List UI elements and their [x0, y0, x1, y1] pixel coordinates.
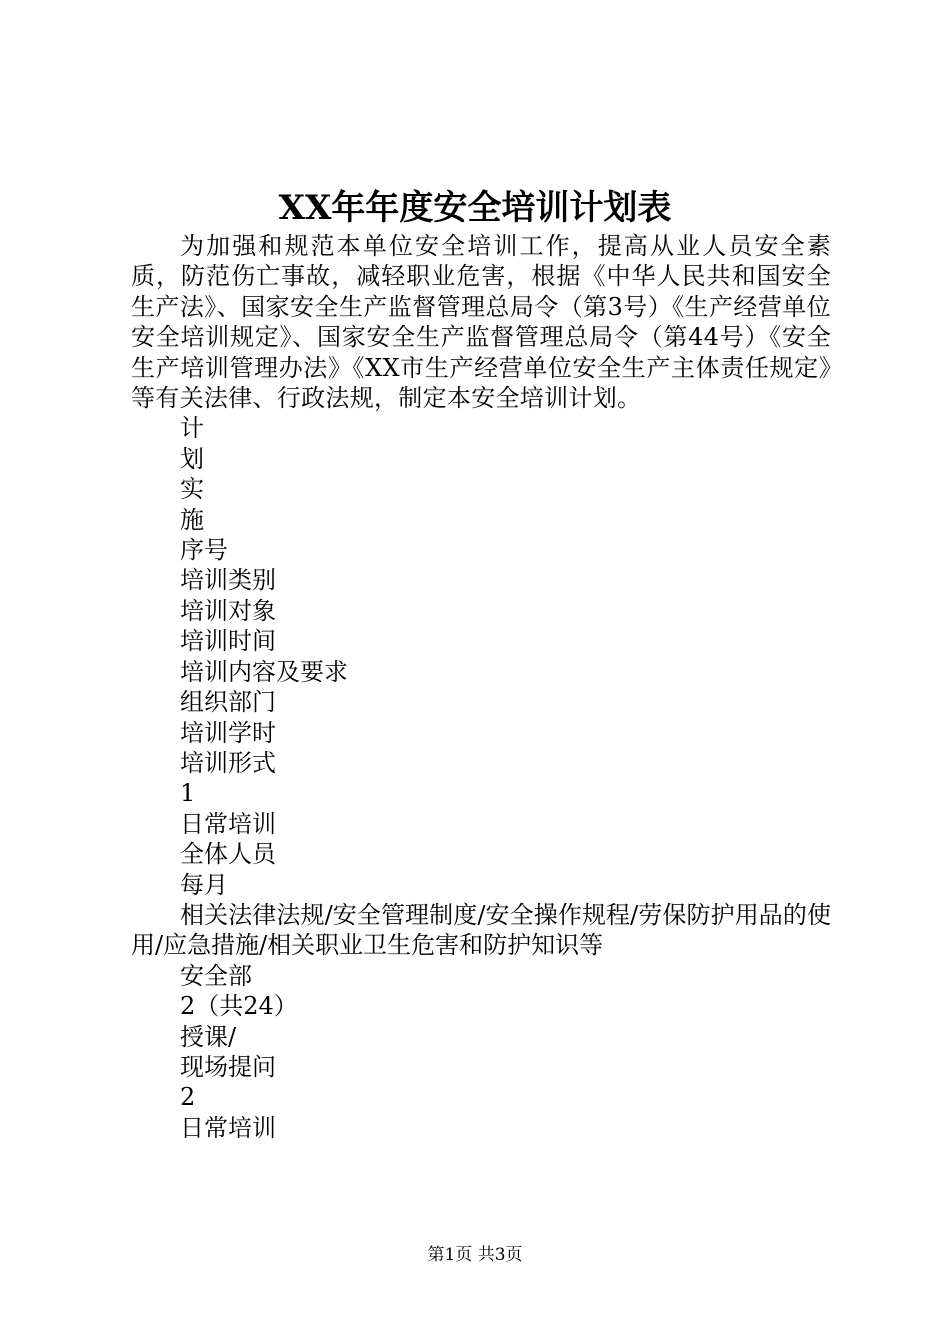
table-cell: 2（共24）: [180, 992, 298, 1021]
table-cell: 每月: [180, 870, 228, 899]
list-item: 施: [180, 505, 204, 534]
column-header-hours: 培训学时: [180, 718, 276, 747]
table-cell: 日常培训: [180, 1113, 276, 1142]
document-body: [131, 231, 831, 1143]
table-cell: 现场提问: [180, 1052, 276, 1081]
table-cell: 授课/: [180, 1022, 237, 1051]
column-header-audience: 培训对象: [180, 596, 276, 625]
column-header-category: 培训类别: [180, 566, 276, 595]
table-cell: 安全部: [180, 961, 252, 990]
list-item: 实: [180, 475, 204, 504]
table-cell: 2: [180, 1083, 196, 1112]
column-header-content: 培训内容及要求: [180, 657, 348, 686]
table-lines: [131, 413, 831, 1143]
column-header-department: 组织部门: [180, 688, 276, 717]
document-title: XX年年度安全培训计划表: [278, 188, 672, 228]
list-item: 计: [180, 414, 204, 443]
page-footer: 第1页 共3页: [427, 1245, 523, 1265]
list-item: 划: [180, 444, 204, 473]
intro-paragraph: 为加强和规范本单位安全培训工作，提高从业人员安全素质，防范伤亡事故，减轻职业危害，根据《中华人民共和国安全生产法》、国家安全生产监督管理总局令（第3号）《生产经营单位安全培训规定》、国家安全生产监督管理总局令（第44号）《安全生产培训管理办法》《XX市生产经营单位安全生产主体责任规定》等有关法律、行政法规，制定本安全培训计划。: [131, 232, 831, 413]
table-cell-content: 相关法律法规/安全管理制度/安全操作规程/劳保防护用品的使用/应急措施/相关职业卫生危害和防护知识等: [131, 900, 831, 960]
column-header-index: 序号: [180, 536, 228, 565]
table-cell: 全体人员: [180, 840, 276, 869]
table-cell: 日常培训: [180, 809, 276, 838]
column-header-time: 培训时间: [180, 627, 276, 656]
column-header-format: 培训形式: [180, 748, 276, 777]
table-cell: 1: [180, 779, 196, 808]
